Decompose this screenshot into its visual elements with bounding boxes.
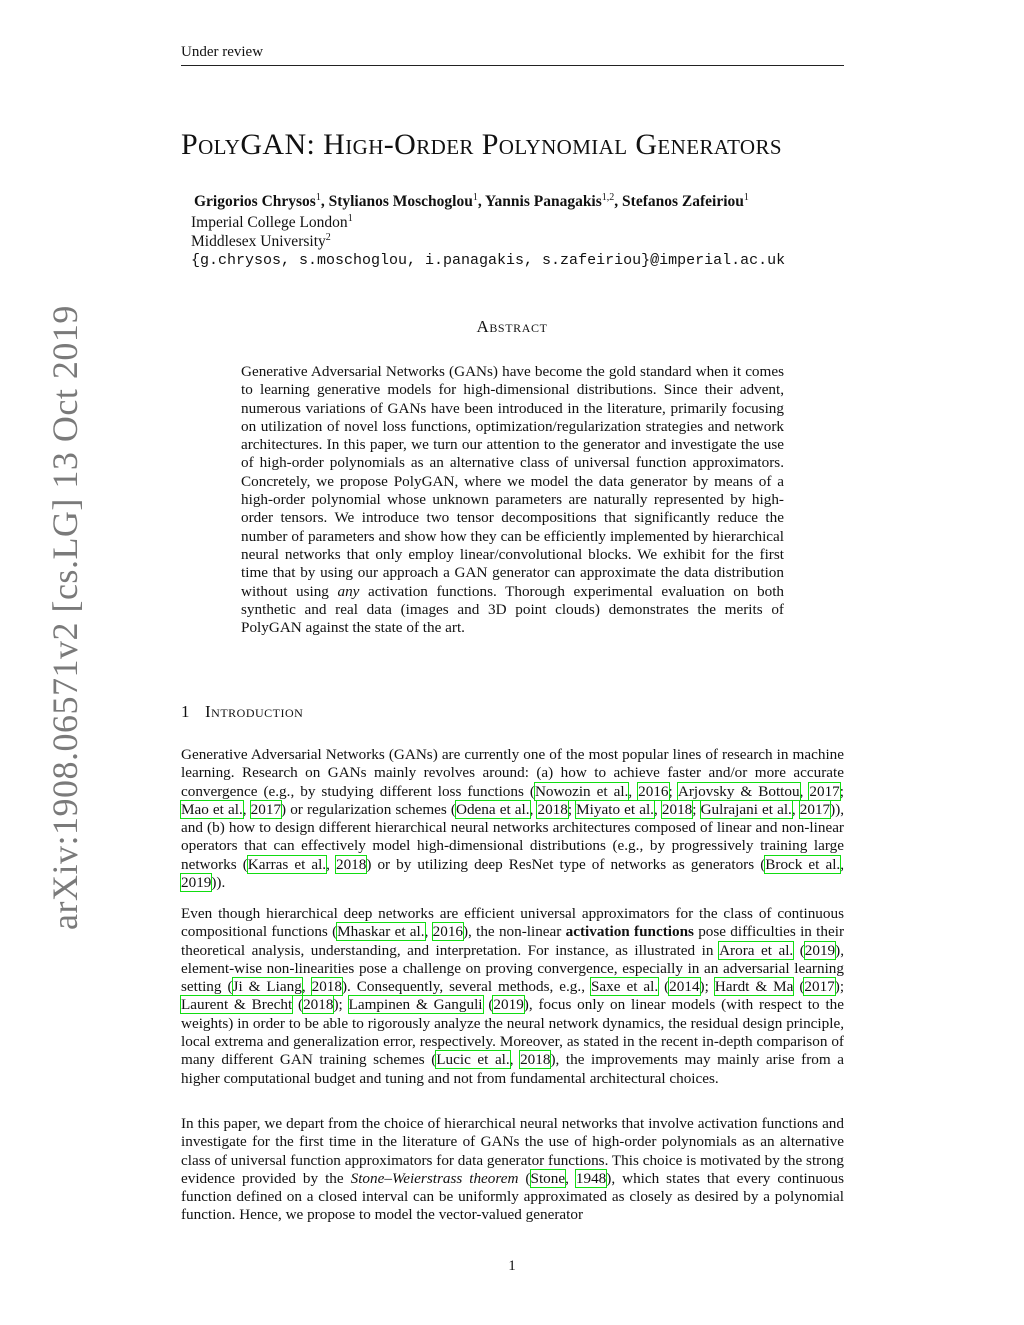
- author-name: Grigorios Chrysos: [194, 193, 316, 211]
- abstract-text-part: Generative Adversarial Networks (GANs) have become the gold standard when it comes to learning generative models for high-dimensional distributions. Since their advent, numerous variations of GANs have been introduced in the literature, primarily focusing on utilization of novel loss functions, optimization/regularization strategies and network architectures. In this paper, we turn our attention to the generator and investigate the use of high-order polynomials as an alternative class of universal function approximators. Concretely, we propose PolyGAN, where we model the data generator by means of a high-order polynomial whose unknown parameters are naturally represented by high-order tensors. We introduce two tensor decompositions that significantly reduce the number of parameters and show how they can be efficiently implemented by hierarchical neural networks that only employ linear/convolutional blocks. We exhibit for the first time that by using our approach a GAN generator can approximate the data distribution without using: [241, 363, 784, 600]
- author-affiliation-mark: 1,2: [601, 192, 615, 203]
- text-run: ) or by utilizing deep ResNet type of networks as generators (: [366, 855, 766, 873]
- abstract-text-part: activation functions. Thorough experimental evaluation on both synthetic and real data (images and 3D point clouds) demonstrates the merits of PolyGAN against the state of the art.: [241, 582, 785, 637]
- citation-link[interactable]: Stone: [530, 1169, 566, 1187]
- citation-link[interactable]: Hardt & Ma: [714, 978, 794, 996]
- running-head: Under review: [181, 44, 844, 66]
- citation-link[interactable]: Mhaskar et al.: [337, 923, 425, 941]
- citation-link[interactable]: Brock et al.: [765, 855, 841, 873]
- affiliation-mark: 1: [347, 213, 353, 224]
- citation-year-link[interactable]: 2017: [809, 782, 840, 800]
- citation-year-link[interactable]: 2019: [493, 996, 524, 1014]
- citation-year-link[interactable]: 2019: [804, 941, 836, 959]
- author-name: Stefanos Zafeiriou: [622, 193, 744, 211]
- author-list: Grigorios Chrysos$^1$, Stylianos Moschoglou$^1$, Yannis Panagakis$^{1,2}$, Stefanos Zafeiriou$^1$: [194, 192, 749, 211]
- affiliation-mark: 2: [325, 232, 331, 243]
- citation-year-link[interactable]: 2018: [520, 1051, 551, 1069]
- affiliation-name: Imperial College London: [191, 214, 348, 232]
- section-title: Introduction: [205, 702, 304, 721]
- citation-year-link[interactable]: 2017: [799, 800, 831, 818]
- text-run: )).: [211, 874, 226, 892]
- text-run: )), and (b) how to design different hierarchical neural networks architectures composed of linear and non-linear operators that can effectively model high-dimensional distributions (e.g., by progressively training large networks (: [181, 800, 845, 873]
- abstract-emphasis: any: [337, 582, 360, 600]
- author-name: Yannis Panagakis: [485, 193, 602, 211]
- citation-year-link[interactable]: 2014: [669, 978, 700, 996]
- citation-year-link[interactable]: 2018: [537, 800, 568, 818]
- author-name: Stylianos Moschoglou: [328, 193, 473, 211]
- paper-title: PolyGAN: High-Order Polynomial Generators: [181, 128, 782, 161]
- citation-year-link[interactable]: 2018: [335, 855, 367, 873]
- citation-year-link[interactable]: 2016: [638, 782, 669, 800]
- citation-year-link[interactable]: 2017: [250, 800, 282, 818]
- paragraph: Even though hierarchical deep networks are efficient universal approximators for the class of continuous compositional functions (Mhaskar et al., 2016), the non-linear activation functions pose difficulties in their theoretical analysis, understanding, and interpretation. For instance, as illustrated in Arora et al. (2019), element-wise non-linearities pose a challenge on proving convergence, especially in an adversarial learning setting (Ji & Liang, 2018). Consequently, several methods, e.g., Saxe et al. (2014); Hardt & Ma (2017); Laurent & Brecht (2018); Lampinen & Ganguli (2019), focus only on linear models (with respect to the weights) in order to be able to rigorously analyze the neural network dynamics, the residual design principle, local extrema and generalization error, respectively. Moreover, as stated in the recent in-depth comparison of many different GAN training schemes (Lucic et al., 2018), the improvements may mainly arise from a higher computational budget and tuning and not from fundamental architectural choices.: [181, 905, 845, 1087]
- italic-term: Stone–Weierstrass theorem: [350, 1169, 519, 1187]
- author-affiliation-mark: 1: [472, 192, 478, 203]
- paragraph: Generative Adversarial Networks (GANs) are currently one of the most popular lines of research in machine learning. Research on GANs mainly revolves around: (a) how to achieve faster and/or more accurate convergence (e.g., by studying different loss functions (Nowozin et al., 2016; Arjovsky & Bottou, 2017; Mao et al., 2017) or regularization schemes (Odena et al., 2018; Miyato et al., 2018; Gulrajani et al., 2017)), and (b) how to design different hierarchical neural networks architectures composed of linear and non-linear operators that can effectively model high-dimensional distributions (e.g., by progressively training large networks (Karras et al., 2018) or by utilizing deep ResNet type of networks as generators (Brock et al., 2019)).: [181, 746, 845, 892]
- paragraph: In this paper, we depart from the choice of hierarchical neural networks that involve activation functions and investigate for the first time in the literature of GANs the use of high-order polynomials as an alternative class of universal function approximators for data generator functions. This choice is motivated by the strong evidence provided by the Stone–Weierstrass theorem (Stone, 1948), which states that every continuous function defined on a closed interval can be uniformly approximated as closely as desired by a polynomial function. Hence, we propose to model the vector-valued generator: [181, 1115, 845, 1224]
- section-heading: [181, 702, 303, 722]
- text-run: In this paper, we depart from the choice of hierarchical neural networks that involve activation functions and investigate for the first time in the literature of GANs the use of high-order polynomials as an alternative class of universal function approximators for data generator functions. This choice is motivated by the strong evidence provided by the: [181, 1115, 844, 1187]
- text-run: , element-wise non-linearities pose a challenge on proving convergence, especially in an adversarial learning setting (: [181, 941, 844, 996]
- text-run: ), the non-linear: [463, 923, 566, 941]
- citation-link[interactable]: Lucic et al.: [436, 1051, 510, 1069]
- affiliation: [191, 213, 353, 232]
- citation-year-link[interactable]: 1948: [575, 1169, 607, 1187]
- citation-year-link[interactable]: 2018: [303, 996, 334, 1014]
- abstract-heading: Abstract: [476, 317, 548, 336]
- citation-link[interactable]: Nowozin et al.: [534, 782, 629, 800]
- text-run: ), which states that every continuous function defined on a closed interval can be uniformly approximated as closely as desired by a polynomial function. Hence, we propose to model the vector-valued generator: [181, 1169, 845, 1224]
- author-emails: {g.chrysos, s.moschoglou, i.panagakis, s.zafeiriou}@imperial.ac.uk: [191, 252, 786, 269]
- text-run: (: [518, 1169, 531, 1187]
- text-run: Even though hierarchical deep networks are efficient universal approximators for the class of continuous compositional functions (: [181, 905, 844, 941]
- text-run: ). Consequently, several methods, e.g.,: [341, 978, 591, 996]
- citation-year-link[interactable]: 2018: [311, 978, 342, 996]
- author-affiliation-mark: 1: [315, 192, 321, 203]
- citation-link[interactable]: Odena et al.: [456, 800, 530, 818]
- citation-link[interactable]: Laurent & Brecht: [181, 996, 293, 1014]
- citation-year-link[interactable]: 2019: [181, 874, 212, 892]
- citation-year-link[interactable]: 2018: [661, 800, 693, 818]
- citation-link[interactable]: Mao et al.: [181, 800, 243, 818]
- affiliation-name: Middlesex University: [191, 233, 326, 251]
- citation-link[interactable]: Arjovsky & Bottou: [677, 782, 800, 800]
- citation-link[interactable]: Gulrajani et al.: [700, 800, 792, 818]
- arxiv-identifier: arXiv:1908.06571v2 [cs.LG] 13 Oct 2019: [45, 305, 85, 930]
- text-run: Generative Adversarial Networks (GANs) are currently one of the most popular lines of research in machine learning. Research on GANs mainly revolves around: (a) how to achieve faster and/or more accurate convergence (e.g., by studying different loss functions (: [181, 746, 844, 800]
- text-run: , focus only on linear models (with respect to the weights) in order to be able to rigorously analyze the neural network dynamics, the residual design principle, local extrema and generalization error, respectively. Moreover, as stated in the recent in-depth comparison of many different GAN training schemes (: [181, 996, 844, 1069]
- abstract-text: [241, 363, 784, 637]
- citation-link[interactable]: Ji & Liang: [232, 978, 302, 996]
- page-number: 1: [508, 1258, 516, 1274]
- affiliation: [191, 232, 331, 251]
- bold-term: activation functions: [565, 923, 694, 941]
- section-number: 1: [181, 702, 190, 721]
- text-run: ) or regularization schemes (: [281, 800, 456, 818]
- citation-link[interactable]: Arora et al.: [719, 941, 794, 959]
- citation-link[interactable]: Lampinen & Ganguli: [348, 996, 483, 1014]
- text-run: pose difficulties in their theoretical analysis, understanding, and interpretation. For instance, as illustrated in: [181, 923, 844, 959]
- citation-link[interactable]: Karras et al.: [247, 855, 327, 873]
- author-affiliation-mark: 1: [743, 192, 749, 203]
- citation-link[interactable]: Miyato et al.: [576, 800, 654, 818]
- citation-year-link[interactable]: 2016: [432, 923, 463, 941]
- citation-year-link[interactable]: 2017: [804, 978, 835, 996]
- citation-link[interactable]: Saxe et al.: [590, 978, 659, 996]
- text-run: ), the improvements may mainly arise from a higher computational budget and tuning and not from fundamental architectural choices.: [181, 1051, 845, 1087]
